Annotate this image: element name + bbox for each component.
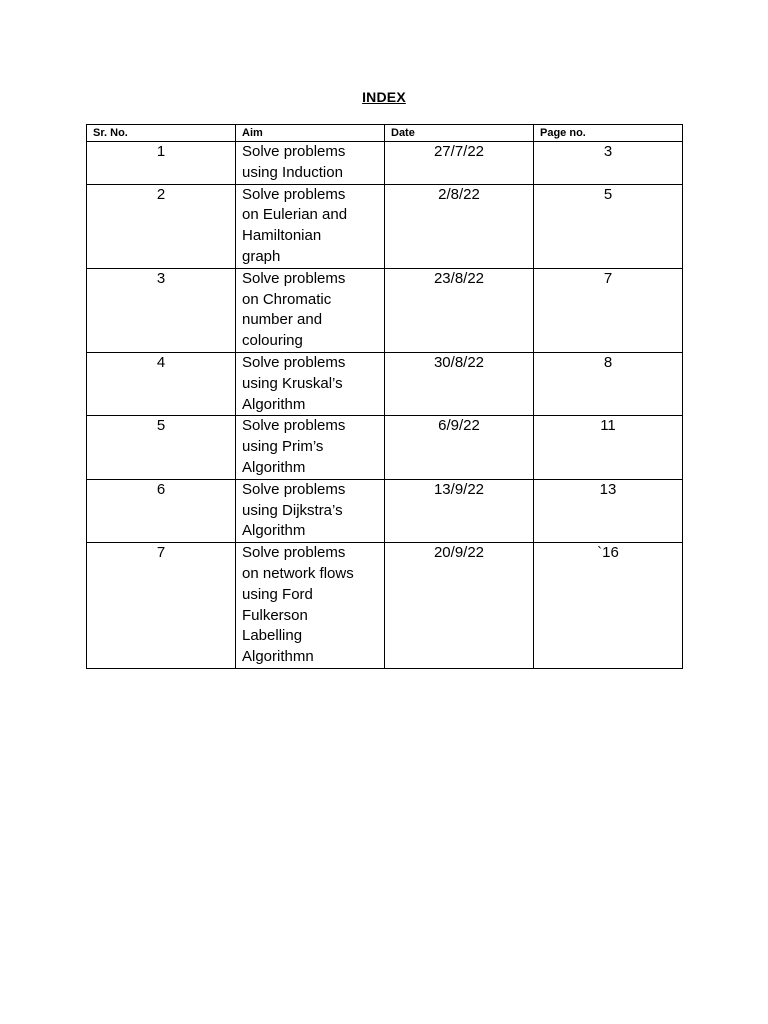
aim-line: Solve problems [242,480,346,498]
aim-line: number and [242,311,323,329]
table-body [87,142,683,669]
cell-page-no: 7 [534,268,683,352]
cell-date: 23/8/22 [385,268,534,352]
header-aim: Aim [236,125,385,142]
cell-sr-no: 5 [87,416,236,479]
table-row [87,142,683,185]
cell-aim [236,543,385,669]
aim-line: Algorithm [242,395,306,413]
aim-line: Solve problems [242,143,346,160]
aim-line: using Ford [242,585,313,603]
cell-date: 2/8/22 [385,184,534,268]
cell-aim [236,479,385,542]
aim-line: Solve problems [242,353,346,371]
cell-aim [236,184,385,268]
aim-line: using Induction [242,163,343,181]
cell-aim [236,142,385,185]
aim-line: Hamiltonian [242,227,322,245]
aim-line: graph [242,247,281,265]
aim-line: Algorithm [242,522,306,540]
cell-page-no: 5 [534,184,683,268]
cell-page-no: `16 [534,543,683,669]
cell-sr-no: 1 [87,142,236,185]
cell-date: 30/8/22 [385,352,534,415]
cell-page-no: 11 [534,416,683,479]
cell-aim [236,268,385,352]
aim-line: Solve problems [242,269,346,287]
aim-line: using Prim’s [242,438,324,456]
cell-aim [236,416,385,479]
table-row [87,543,683,669]
cell-sr-no: 7 [87,543,236,669]
table-header-row [87,125,683,142]
cell-sr-no: 6 [87,479,236,542]
index-table [86,124,683,669]
cell-date: 20/9/22 [385,543,534,669]
aim-line: Algorithm [242,458,306,476]
aim-line: Labelling [242,627,303,645]
table-row [87,416,683,479]
cell-date: 13/9/22 [385,479,534,542]
cell-date: 27/7/22 [385,142,534,185]
aim-line: Fulkerson [242,606,308,624]
cell-sr-no: 4 [87,352,236,415]
aim-line: on network flows [242,564,354,582]
cell-page-no: 8 [534,352,683,415]
aim-line: on Eulerian and [242,206,348,224]
aim-line: Solve problems [242,185,346,203]
aim-line: using Dijkstra’s [242,501,343,519]
table-row [87,184,683,268]
aim-line: on Chromatic [242,290,332,308]
aim-line: using Kruskal’s [242,374,343,392]
cell-page-no: 3 [534,142,683,185]
cell-aim [236,352,385,415]
table-row [87,352,683,415]
cell-sr-no: 3 [87,268,236,352]
header-page-no: Page no. [534,125,683,142]
cell-page-no: 13 [534,479,683,542]
aim-line: Solve problems [242,544,346,562]
table-row [87,268,683,352]
table-row [87,479,683,542]
page-title: INDEX [362,89,406,105]
cell-sr-no: 2 [87,184,236,268]
header-date: Date [385,125,534,142]
aim-line: Algorithmn [242,648,314,666]
cell-date: 6/9/22 [385,416,534,479]
header-sr-no: Sr. No. [87,125,236,142]
aim-line: colouring [242,332,303,350]
aim-line: Solve problems [242,417,346,435]
